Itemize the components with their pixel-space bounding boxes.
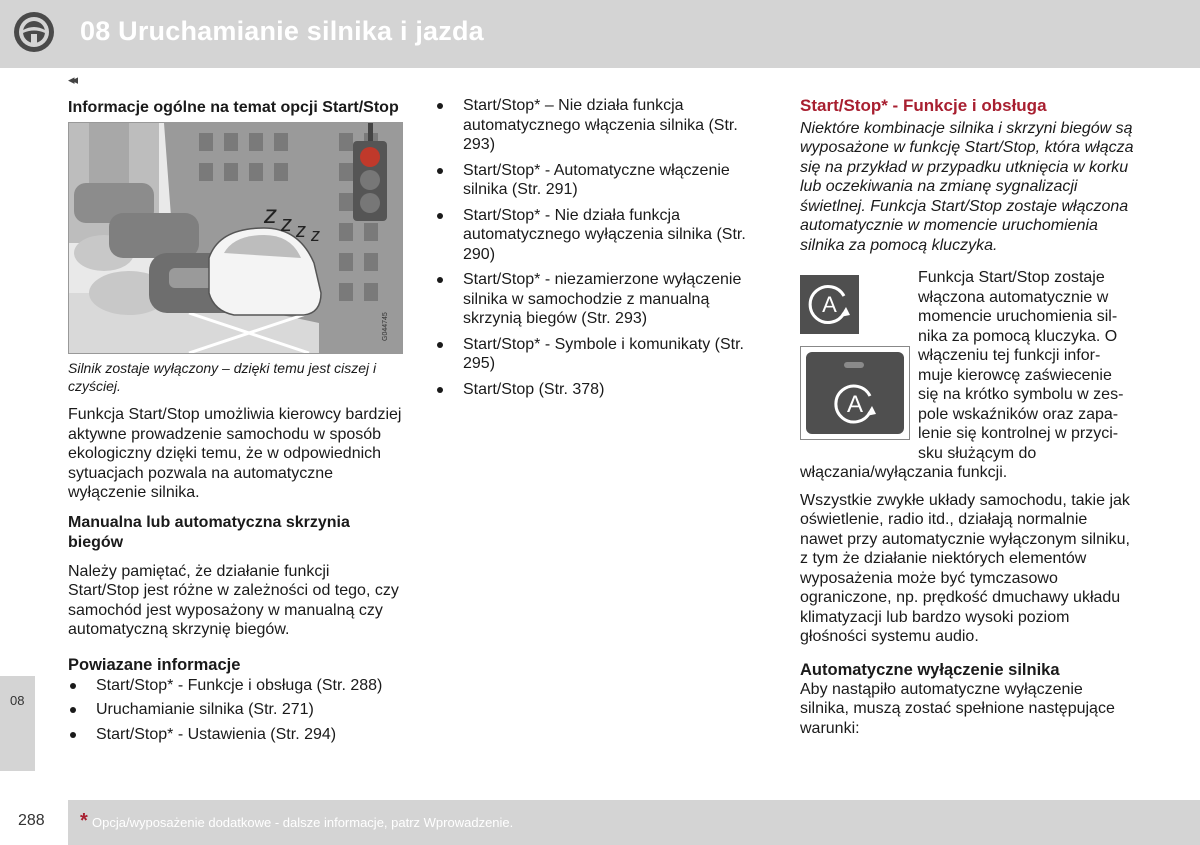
svg-text:z: z xyxy=(311,225,320,245)
related-link[interactable]: Start/Stop* - Automatyczne włączenie silnika (Str. 291) xyxy=(435,161,765,200)
text-line: Funkcja Start/Stop zostaje xyxy=(918,269,1105,286)
related-links-list xyxy=(68,676,403,745)
chapter-title: 08 Uruchamianie silnika i jazda xyxy=(80,16,484,46)
paragraph-conditions: Aby nastąpiło automatyczne wyłączenie silnika, muszą zostać spełnione następujące warunki: xyxy=(800,680,1115,737)
related-link[interactable]: Start/Stop* - Nie działa funkcja automatycznego wyłączenia silnika (Str. 290) xyxy=(435,206,765,265)
svg-text:A: A xyxy=(846,391,864,418)
related-link[interactable]: Uruchamianie silnika (Str. 271) xyxy=(68,700,403,720)
svg-text:z: z xyxy=(296,220,306,242)
traffic-jam-illustration xyxy=(68,122,403,354)
chapter-side-tab[interactable] xyxy=(0,676,35,771)
column-related-links xyxy=(435,96,765,405)
start-stop-button-icon xyxy=(800,346,910,440)
paragraph-icon-tail: włączania/wyłączania funkcji. xyxy=(800,464,1008,481)
illustration-caption: Silnik zostaje wyłączony – dzięki temu jest ciszej i czyściej. xyxy=(68,360,377,394)
section-title-functions: Start/Stop* - Funkcje i obsługa xyxy=(800,96,1047,115)
related-info-heading: Powiazane informacje xyxy=(68,655,241,674)
text-line: nika za pomocą kluczyka. O xyxy=(918,327,1118,345)
related-link[interactable]: Start/Stop* - Ustawienia (Str. 294) xyxy=(68,725,403,745)
svg-text:z: z xyxy=(264,199,277,229)
text-line: pole wskaźników oraz zapa- xyxy=(918,405,1119,423)
svg-text:z: z xyxy=(281,211,292,236)
text-line: włączona automatycznie w xyxy=(918,288,1109,306)
paragraph-italic-intro: Niektóre kombinacje silnika i skrzyni biegów są wyposażone w funkcję Start/Stop, która włącza się na przykład w przypadku utknięcia w korku lub oczekiwania na zmianę sygnalizacji świetlnej. Funkcja Start/Stop zostaje włączona automatycznie w momencie uruchomienia silnika za pomocą kluczyka. xyxy=(800,119,1134,254)
text-line: muje kierowcę zaświecenie xyxy=(918,366,1112,384)
related-links-list-continued xyxy=(435,96,765,399)
related-link[interactable]: Start/Stop* – Nie działa funkcja automatycznego włączenia silnika (Str. 293) xyxy=(435,96,765,155)
text-line: lenie się kontrolnej w przyci- xyxy=(918,425,1119,442)
steering-wheel-icon xyxy=(0,0,68,68)
related-link[interactable]: Start/Stop* - Funkcje i obsługa (Str. 288) xyxy=(68,676,403,696)
subheading-gearbox: Manualna lub automatyczna skrzynia biegów xyxy=(68,513,350,551)
column-functions xyxy=(800,96,1134,738)
text-line: włączeniu tej funkcji infor- xyxy=(918,347,1101,364)
subheading-auto-shutdown: Automatyczne wyłączenie silnika xyxy=(800,660,1060,679)
related-link[interactable]: Start/Stop* - Symbole i komunikaty (Str. 295) xyxy=(435,335,765,374)
text-line: momencie uruchomienia sil- xyxy=(918,308,1118,325)
footnote-star: * xyxy=(80,810,88,832)
related-link[interactable]: Start/Stop (Str. 378) xyxy=(435,380,765,400)
svg-text:A: A xyxy=(822,292,837,317)
text-line: sku służącym do xyxy=(918,444,1037,462)
paragraph-intro: Funkcja Start/Stop umożliwia kierowcy bardziej aktywne prowadzenie samochodu w sposób ekologiczny dzięki temu, że w odpowiednich sytuacjach pozwala na automatyczne wyłączenie silnika. xyxy=(68,406,402,501)
paragraph-icon-description xyxy=(918,268,1138,463)
chapter-tab-label: 08 xyxy=(10,693,25,708)
icon-text-block xyxy=(800,268,1134,463)
related-link[interactable]: Start/Stop* - niezamierzone wyłączenie silnika w samochodzie z manualną skrzynią biegów (Str. 293) xyxy=(435,270,765,329)
footnote-text: Opcja/wyposażenie dodatkowe - dalsze informacje, patrz Wprowadzenie. xyxy=(92,815,514,830)
svg-text:G044745: G044745 xyxy=(382,312,389,341)
start-stop-symbol-icon xyxy=(800,275,859,334)
page-footer xyxy=(68,800,1200,845)
chapter-header xyxy=(0,0,1200,68)
paragraph-gearbox: Należy pamiętać, że działanie funkcji Start/Stop jest różne w zależności od tego, czy samochód jest wyposażony w manualną czy automatyczną skrzynię biegów. xyxy=(68,562,399,638)
text-line: się na krótko symbolu w zes- xyxy=(918,386,1124,403)
section-heading-general: Informacje ogólne na temat opcji Start/Stop xyxy=(68,99,399,116)
page-number: 288 xyxy=(18,812,45,829)
back-navigation-arrows[interactable]: ◂◂ xyxy=(68,72,76,87)
column-general-info xyxy=(68,98,403,749)
paragraph-systems: Wszystkie zwykłe układy samochodu, takie jak oświetlenie, radio itd., działają normalnie nawet przy automatycznie wyłączonym silniku, z tym że działanie niektórych elementów wyposażenia może być tymczasowo ograniczone, np. prędkość dmuchawy układu klimatyzacji lub bardzo wysoki poziom głośności systemu audio. xyxy=(800,491,1130,645)
